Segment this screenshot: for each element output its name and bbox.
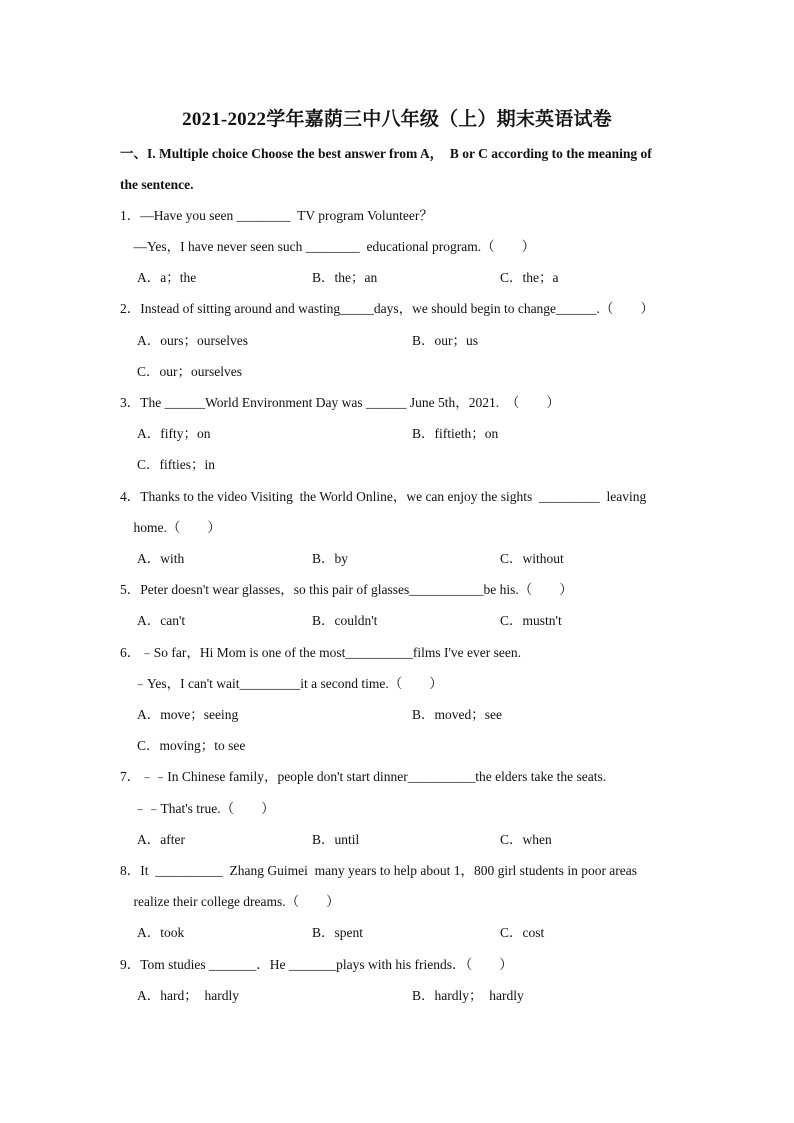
- question-6-option-c[interactable]: C．moving；to see: [137, 738, 246, 753]
- section-heading-line-1: 一、I. Multiple choice Choose the best answer from A， B or C according to the meaning of: [120, 146, 652, 161]
- question-2-line-1: 2．Instead of sitting around and wasting_____days，we should begin to change______.（ ）: [120, 301, 654, 316]
- question-7-line-1: 7．﹣﹣In Chinese family，people don't start dinner__________the elders take the seats.: [120, 769, 607, 784]
- question-8-option-c[interactable]: C．cost: [500, 925, 545, 940]
- question-4-line-1: 4．Thanks to the video Visiting the World Online，we can enjoy the sights _________ leaving: [120, 489, 647, 504]
- question-9-option-b[interactable]: B．hardly； hardly: [412, 988, 524, 1003]
- question-2-option-a[interactable]: A．ours；ourselves: [137, 333, 248, 348]
- question-5-option-a[interactable]: A．can't: [137, 613, 186, 628]
- question-5-option-c[interactable]: C．mustn't: [500, 613, 562, 628]
- question-7-line-2: ﹣﹣That's true.（ ）: [120, 801, 275, 816]
- question-7-option-c[interactable]: C．when: [500, 832, 552, 847]
- question-4-option-b[interactable]: B．by: [312, 551, 349, 566]
- question-3-option-a[interactable]: A．fifty；on: [137, 426, 211, 441]
- section-heading-line-2: the sentence.: [120, 177, 194, 192]
- question-5-option-b[interactable]: B．couldn't: [312, 613, 378, 628]
- exam-title: 2021-2022学年嘉荫三中八年级（上）期末英语试卷: [182, 109, 612, 130]
- question-1-option-a[interactable]: A．a；the: [137, 270, 197, 285]
- question-8-option-a[interactable]: A．took: [137, 925, 185, 940]
- question-8-line-1: 8．It __________ Zhang Guimei many years to help about 1，800 girl students in poor areas: [120, 863, 638, 878]
- question-4-line-2: home.（ ）: [120, 520, 221, 535]
- question-6-option-b[interactable]: B．moved；see: [412, 707, 502, 722]
- question-1-line-2: —Yes，I have never seen such ________ educational program.（ ）: [120, 239, 536, 254]
- question-2-option-b[interactable]: B．our；us: [412, 333, 479, 348]
- question-2-option-c[interactable]: C．our；ourselves: [137, 364, 242, 379]
- question-1-option-b[interactable]: B．the；an: [312, 270, 378, 285]
- question-1-option-c[interactable]: C．the；a: [500, 270, 559, 285]
- question-8-option-b[interactable]: B．spent: [312, 925, 364, 940]
- question-6-line-1: 6．﹣So far，Hi Mom is one of the most__________films I've ever seen.: [120, 645, 521, 660]
- question-3-option-c[interactable]: C．fifties；in: [137, 457, 215, 472]
- question-5-line-1: 5．Peter doesn't wear glasses，so this pair of glasses___________be his.（ ）: [120, 582, 573, 597]
- question-9-line-1: 9．Tom studies _______．He _______plays with his friends．（ ）: [120, 957, 513, 972]
- question-9-option-a[interactable]: A．hard； hardly: [137, 988, 239, 1003]
- question-7-option-b[interactable]: B．until: [312, 832, 360, 847]
- question-4-option-c[interactable]: C．without: [500, 551, 564, 566]
- question-6-option-a[interactable]: A．move；seeing: [137, 707, 239, 722]
- question-1-line-1: 1．—Have you seen ________ TV program Volunteer？: [120, 208, 433, 223]
- question-6-line-2: ﹣Yes，I can't wait_________it a second time.（ ）: [120, 676, 443, 691]
- question-3-line-1: 3．The ______World Environment Day was ______ June 5th，2021. （ ）: [120, 395, 560, 410]
- question-8-line-2: realize their college dreams.（ ）: [120, 894, 340, 909]
- question-7-option-a[interactable]: A．after: [137, 832, 185, 847]
- question-3-option-b[interactable]: B．fiftieth；on: [412, 426, 499, 441]
- question-4-option-a[interactable]: A．with: [137, 551, 185, 566]
